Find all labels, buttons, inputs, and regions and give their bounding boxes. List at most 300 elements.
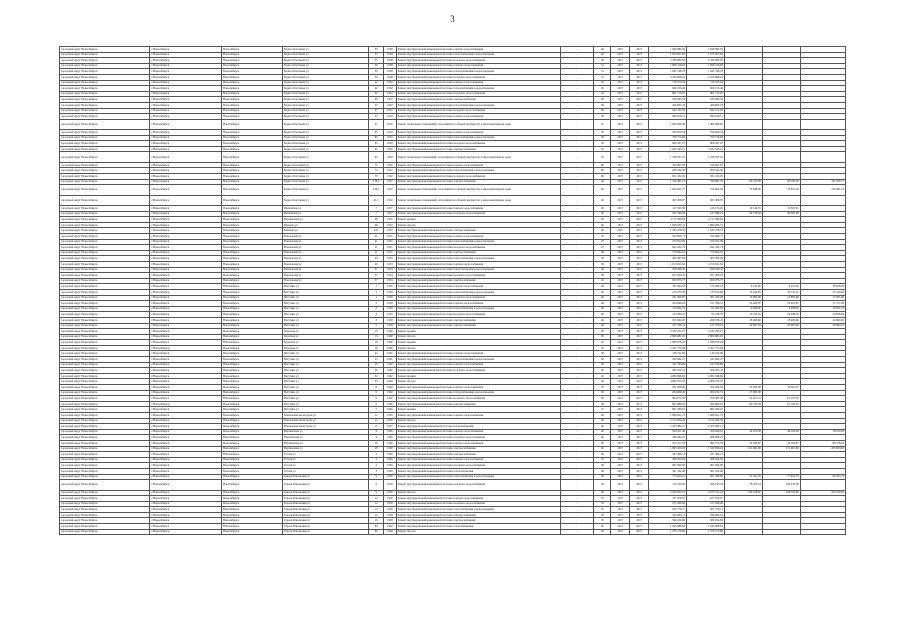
budget-c-cell: 51 377,99 [800,301,845,307]
locality-cell: Новосибирск [222,496,283,502]
wear-cell: 30 [594,396,611,402]
city-cell: г.Новосибирск [150,206,222,212]
street-cell: Ватутина ул [283,379,369,385]
street-cell: Бориса Богаткова ул [283,135,369,141]
district-cell: городской округ Новосибирск [60,334,150,340]
city-cell: г.Новосибирск [150,222,222,228]
city-cell: г.Новосибирск [150,480,222,490]
year-cell: 1960 [384,345,397,351]
total-cost-cell: 2 323 698,22 [649,74,687,80]
city-cell: г.Новосибирск [150,114,222,120]
year-to-cell: 2017 [630,162,649,168]
city-cell: г.Новосибирск [150,80,222,86]
street-cell: Вокзальная ул [283,250,369,256]
year-from-cell: 2017 [611,245,630,251]
total-cost-cell: 264 600,46 [649,390,687,396]
year-cell: 1952 [384,168,397,174]
district-cell: городской округ Новосибирск [60,52,150,58]
fund-cost-cell: 2 323 482,21 [687,424,725,430]
wear-cell: 30 [594,114,611,120]
wear-cell: 35 [594,130,611,136]
year-cell: 1960 [384,446,397,452]
district-cell: городской округ Новосибирск [60,529,150,535]
year-from-cell: 2017 [611,250,630,256]
budget-c-cell: 191 043,77 [800,179,845,185]
dash-cell: - [560,234,594,240]
house-cell: 7 [369,211,384,217]
wear-cell: 30 [594,452,611,458]
fund-cost-cell: 205 776,71 [687,507,725,513]
dash-cell: - [560,102,594,108]
dash-cell: - [560,47,594,53]
locality-cell: Новосибирск [222,490,283,496]
wear-cell: 30 [594,401,611,407]
year-cell: 1955 [384,474,397,480]
locality-cell: Новосибирск [222,340,283,346]
street-cell: Героев Революции ул [283,507,369,513]
fund-cost-cell: 2 457 772,48 [687,345,725,351]
year-to-cell: 2017 [630,474,649,480]
wear-cell: 30 [594,273,611,279]
street-cell: Вокзальная магистраль ул [283,413,369,419]
year-from-cell: 2017 [611,135,630,141]
work-type-cell: Ремонт внутридомовой инженерной системы холодного водоснабжения [396,58,560,64]
street-cell: Ватутина ул [283,301,369,307]
work-type-cell: Ремонт внутридомовой инженерной системы горячего водоснабжения [396,284,560,290]
year-cell: 1953 [384,222,397,228]
city-cell: г.Новосибирск [150,69,222,75]
budget-c-cell [800,152,845,162]
locality-cell: Новосибирск [222,162,283,168]
house-cell: 6 [369,390,384,396]
street-cell: Ватутина ул [283,407,369,413]
fund-cost-cell: 204 182,74 [687,390,725,396]
total-cost-cell: 690 916,11 [649,114,687,120]
fund-cost-cell: 2 670 721,44 [687,490,725,496]
year-from-cell: 2017 [611,452,630,458]
city-cell: г.Новосибирск [150,357,222,363]
budget-a-cell: 131 961,06 [724,446,762,452]
year-from-cell: 2017 [611,345,630,351]
work-type-cell: Ремонт внутридомовой инженерной системы теплоснабжения и водоотведения [396,135,560,141]
work-type-cell: Ремонт внутридомовой инженерной системы электроснабжения [396,401,560,407]
street-cell: Бориса Богаткова ул [283,185,369,195]
wear-cell: 45 [594,278,611,284]
year-to-cell: 2017 [630,289,649,295]
year-from-cell: 2017 [611,234,630,240]
work-type-cell: Ремонт внутридомовой инженерной системы горячего водоснабжения [396,351,560,357]
year-cell: 1962 [384,396,397,402]
budget-b-cell [762,195,800,205]
year-from-cell: 2017 [611,424,630,430]
year-from-cell: 2017 [611,390,630,396]
city-cell: г.Новосибирск [150,141,222,147]
street-cell: Бориса Богаткова ул [283,162,369,168]
house-cell: 33 [369,52,384,58]
locality-cell: Новосибирск [222,185,283,195]
district-cell: городской округ Новосибирск [60,239,150,245]
year-cell: 1951 [384,250,397,256]
wear-cell: 30 [594,206,611,212]
work-type-cell: Ремонт внутридомовой инженерной системы горячего водоснабжения [396,206,560,212]
street-cell: Бориса Богаткова ул [283,63,369,69]
year-cell: 1960 [384,329,397,335]
dash-cell: - [560,97,594,103]
city-cell: г.Новосибирск [150,413,222,419]
dash-cell: - [560,250,594,256]
year-cell: 1952 [384,152,397,162]
fund-cost-cell: 801 715,67 [687,91,725,97]
budget-a-cell: 27 000,00 [724,390,762,396]
city-cell: г.Новосибирск [150,424,222,430]
dash-cell: - [560,273,594,279]
wear-cell: 35 [594,152,611,162]
street-cell: Бориса Богаткова ул [283,152,369,162]
wear-cell: 30 [594,424,611,430]
house-cell: 47 [369,114,384,120]
work-type-cell: Ремонт внутридомовой инженерной системы горячего водоснабжения [396,413,560,419]
house-cell: 42 [369,80,384,86]
district-cell: городской округ Новосибирск [60,114,150,120]
locality-cell: Новосибирск [222,468,283,474]
year-from-cell: 2017 [611,524,630,530]
city-cell: г.Новосибирск [150,245,222,251]
dash-cell: - [560,135,594,141]
dash-cell: - [560,206,594,212]
wear-cell: 30 [594,468,611,474]
budget-c-cell: 263 823,82 [800,446,845,452]
locality-cell: Новосибирск [222,174,283,180]
district-cell: городской округ Новосибирск [60,474,150,480]
district-cell: городской округ Новосибирск [60,435,150,441]
year-to-cell: 2017 [630,47,649,53]
total-cost-cell: 1 045 988,64 [649,524,687,530]
street-cell: Ватутина ул [283,401,369,407]
dash-cell: - [560,114,594,120]
dash-cell: - [560,306,594,312]
year-to-cell: 2017 [630,195,649,205]
house-cell: 3 [369,457,384,463]
work-type-cell: Ремонт внутридомовой инженерной системы горячего водоснабжения [396,385,560,391]
city-cell: г.Новосибирск [150,457,222,463]
table-body [60,47,846,535]
budget-b-cell: 49 102,38 [762,429,800,435]
work-type-cell: Ремонт фасада [396,222,560,228]
year-from-cell: 2017 [611,114,630,120]
year-to-cell: 2017 [630,457,649,463]
street-cell: Ватутина ул [283,312,369,318]
year-cell: 1955 [384,418,397,424]
year-cell: 1965 [384,468,397,474]
year-cell: 1955 [384,480,397,490]
total-cost-cell: 2 154 034,34 [649,418,687,424]
street-cell: Ватутина ул [283,373,369,379]
wear-cell: 40 [594,435,611,441]
dash-cell: - [560,323,594,329]
locality-cell: Новосибирск [222,518,283,524]
dash-cell: - [560,440,594,446]
dash-cell: - [560,185,594,195]
city-cell: г.Новосибирск [150,351,222,357]
year-to-cell: 2017 [630,446,649,452]
district-cell: городской округ Новосибирск [60,413,150,419]
locality-cell: Новосибирск [222,446,283,452]
year-cell: 1949 [384,529,397,535]
work-type-cell: Ремонт внутридомовой инженерной системы теплоснабжения и водоотведения [396,102,560,108]
street-cell: Вокзальная ул [283,273,369,279]
year-to-cell: 2017 [630,185,649,195]
budget-a-cell: 9 658,00 [724,306,762,312]
district-cell: городской округ Новосибирск [60,245,150,251]
year-to-cell: 2017 [630,80,649,86]
city-cell: г.Новосибирск [150,373,222,379]
year-from-cell: 2017 [611,97,630,103]
work-type-cell: Ремонт фасада [396,529,560,535]
district-cell: городской округ Новосибирск [60,152,150,162]
year-cell: 1952 [384,97,397,103]
year-from-cell: 2017 [611,362,630,368]
table-row [60,195,846,205]
fund-cost-cell: 148 722,00 [687,351,725,357]
year-to-cell: 2017 [630,390,649,396]
house-cell: 3 [369,452,384,458]
total-cost-cell: 1 000 999,40 [649,119,687,129]
year-from-cell: 2017 [611,306,630,312]
year-cell: 1958 [384,58,397,64]
year-from-cell: 2017 [611,357,630,363]
locality-cell: Новосибирск [222,334,283,340]
district-cell: городской округ Новосибирск [60,329,150,335]
dash-cell: - [560,278,594,284]
budget-c-cell: 19 651,10 [800,306,845,312]
year-cell: 1954 [384,273,397,279]
district-cell: городской округ Новосибирск [60,385,150,391]
city-cell: г.Новосибирск [150,507,222,513]
wear-cell: 40 [594,284,611,290]
fund-cost-cell: 569 254,69 [687,518,725,524]
year-to-cell: 2017 [630,435,649,441]
year-cell: 1958 [384,69,397,75]
district-cell: городской округ Новосибирск [60,174,150,180]
street-cell: Ватутина ул [283,385,369,391]
dash-cell: - [560,119,594,129]
fund-cost-cell: 718 475,64 [687,80,725,86]
year-cell: 1953 [384,267,397,273]
dash-cell: - [560,446,594,452]
district-cell: городской округ Новосибирск [60,418,150,424]
street-cell: Героев Революции ул [283,480,369,490]
locality-cell: Новосибирск [222,239,283,245]
locality-cell: Новосибирск [222,373,283,379]
locality-cell: Новосибирск [222,407,283,413]
year-cell: 1952 [384,174,397,180]
wear-cell: 40 [594,222,611,228]
year-from-cell: 2017 [611,179,630,185]
year-to-cell: 2017 [630,97,649,103]
dash-cell: - [560,146,594,152]
year-cell: 1959 [384,518,397,524]
wear-cell: 40 [594,418,611,424]
year-from-cell: 2017 [611,206,630,212]
street-cell: Бориса Богаткова ул [283,174,369,180]
year-to-cell: 2017 [630,217,649,223]
fund-cost-cell: 157 575,10 [687,323,725,329]
house-cell: 47 [369,108,384,114]
year-cell: 1952 [384,135,397,141]
dash-cell: - [560,256,594,262]
locality-cell: Новосибирск [222,108,283,114]
house-cell: 45 [369,97,384,103]
fund-cost-cell: 497 208,87 [687,195,725,205]
work-type-cell: Ремонт внутридомовой инженерной системы горячего водоснабжения [396,130,560,136]
total-cost-cell: 2 457 772,48 [649,345,687,351]
fund-cost-cell: 798 991,70 [687,179,725,185]
work-type-cell: Ремонт внутридомовой инженерной системы горячего водоснабжения [396,362,560,368]
work-type-cell: Ремонт внутридомовой инженерной системы холодного водоснабжения [396,501,560,507]
fund-cost-cell: 259 264,63 [687,385,725,391]
locality-cell: Новосибирск [222,312,283,318]
year-to-cell: 2017 [630,329,649,335]
district-cell: городской округ Новосибирск [60,379,150,385]
city-cell: г.Новосибирск [150,496,222,502]
house-cell: 80 [369,524,384,530]
budget-a-cell: 169 228,30 [724,490,762,496]
year-to-cell: 2017 [630,429,649,435]
locality-cell: Новосибирск [222,440,283,446]
fund-cost-cell: 1 013 021,64 [687,261,725,267]
street-cell: Ватутина ул [283,317,369,323]
year-from-cell: 2017 [611,490,630,496]
district-cell: городской округ Новосибирск [60,284,150,290]
street-cell: Бориса Богаткова ул [283,195,369,205]
year-from-cell: 2017 [611,501,630,507]
work-type-cell: Ремонт внутридомовой инженерной системы холодного водоснабжения [396,74,560,80]
city-cell: г.Новосибирск [150,108,222,114]
year-from-cell: 2017 [611,289,630,295]
wear-cell: 40 [594,323,611,329]
street-cell: Вокзальная ул [283,278,369,284]
work-type-cell: Ремонт внутридомовой инженерной системы горячего водоснабжения [396,457,560,463]
street-cell: Гоголя ул [283,457,369,463]
house-cell: 23 [369,357,384,363]
house-cell: 3 [369,301,384,307]
city-cell: г.Новосибирск [150,396,222,402]
city-cell: г.Новосибирск [150,211,222,217]
total-cost-cell: 1 095 641,77 [649,185,687,195]
total-cost-cell: 716 194,82 [649,480,687,490]
work-type-cell: Ремонт подвальных помещений, относящихся к общему имуществу в многоквартирном доме [396,195,560,205]
table-row [60,152,846,162]
street-cell: Вокзальная магистраль ул [283,424,369,430]
city-cell: г.Новосибирск [150,401,222,407]
street-cell: Вертковская ул [283,217,369,223]
district-cell: городской округ Новосибирск [60,446,150,452]
city-cell: г.Новосибирск [150,47,222,53]
total-cost-cell: 4 083 915,55 [649,379,687,385]
year-cell: 1959 [384,512,397,518]
year-cell: 1965 [384,435,397,441]
year-cell: 1962 [384,362,397,368]
street-cell: Ватутина ул [283,357,369,363]
dash-cell: - [560,340,594,346]
year-to-cell: 2017 [630,168,649,174]
dash-cell: - [560,162,594,168]
year-to-cell: 2017 [630,63,649,69]
house-cell: 12 [369,512,384,518]
fund-cost-cell: 1 066 621,72 [687,413,725,419]
city-cell: г.Новосибирск [150,168,222,174]
locality-cell: Новосибирск [222,273,283,279]
house-cell: 12 [369,507,384,513]
year-cell: 1959 [384,284,397,290]
house-cell: 12 [369,413,384,419]
city-cell: г.Новосибирск [150,278,222,284]
year-to-cell: 2017 [630,301,649,307]
year-cell: 1961 [384,357,397,363]
dash-cell: - [560,379,594,385]
total-cost-cell: 337 466,14 [649,452,687,458]
total-cost-cell: 200 352,41 [649,368,687,374]
wear-cell: 40 [594,228,611,234]
dash-cell: - [560,289,594,295]
dash-cell: - [560,91,594,97]
district-cell: городской округ Новосибирск [60,357,150,363]
fund-cost-cell: 339 063,12 [687,512,725,518]
city-cell: г.Новосибирск [150,234,222,240]
fund-cost-cell: 806 437,07 [687,141,725,147]
total-cost-cell: 147 325,00 [649,206,687,212]
wear-cell: 47 [594,239,611,245]
district-cell: городской округ Новосибирск [60,63,150,69]
house-cell: 3 [369,306,384,312]
locality-cell: Новосибирск [222,141,283,147]
house-cell: 47 [369,102,384,108]
city-cell: г.Новосибирск [150,162,222,168]
street-cell: Вокзальная ул [283,261,369,267]
wear-cell: 45 [594,385,611,391]
year-to-cell: 2017 [630,102,649,108]
year-to-cell: 2017 [630,529,649,535]
city-cell: г.Новосибирск [150,501,222,507]
dash-cell: - [560,301,594,307]
fund-cost-cell: 642 131,95 [687,108,725,114]
fund-cost-cell: 558 206,32 [687,267,725,273]
fund-cost-cell: 2 789 082,05 [687,58,725,64]
street-cell: Бориса Богаткова ул [283,114,369,120]
year-cell: 1952 [384,130,397,136]
fund-cost-cell: 137 193,83 [687,289,725,295]
dash-cell: - [560,390,594,396]
city-cell: г.Новосибирск [150,284,222,290]
street-cell: Бориса Богаткова ул [283,74,369,80]
work-type-cell: Ремонт внутридомовой инженерной системы теплоснабжения [396,524,560,530]
dash-cell: - [560,457,594,463]
house-cell: 12 [369,418,384,424]
district-cell: городской округ Новосибирск [60,512,150,518]
total-cost-cell: 458 965,18 [649,102,687,108]
city-cell: г.Новосибирск [150,368,222,374]
year-to-cell: 2017 [630,130,649,136]
work-type-cell: Ремонт внутридомовой инженерной системы горячего водоснабжения [396,234,560,240]
year-from-cell: 2017 [611,86,630,92]
city-cell: г.Новосибирск [150,524,222,530]
total-cost-cell: 801 715,67 [649,91,687,97]
year-from-cell: 2017 [611,256,630,262]
house-cell: 41/1 [369,195,384,205]
house-cell: 16 [369,518,384,524]
dash-cell: - [560,52,594,58]
fund-cost-cell: 368 284,25 [687,435,725,441]
